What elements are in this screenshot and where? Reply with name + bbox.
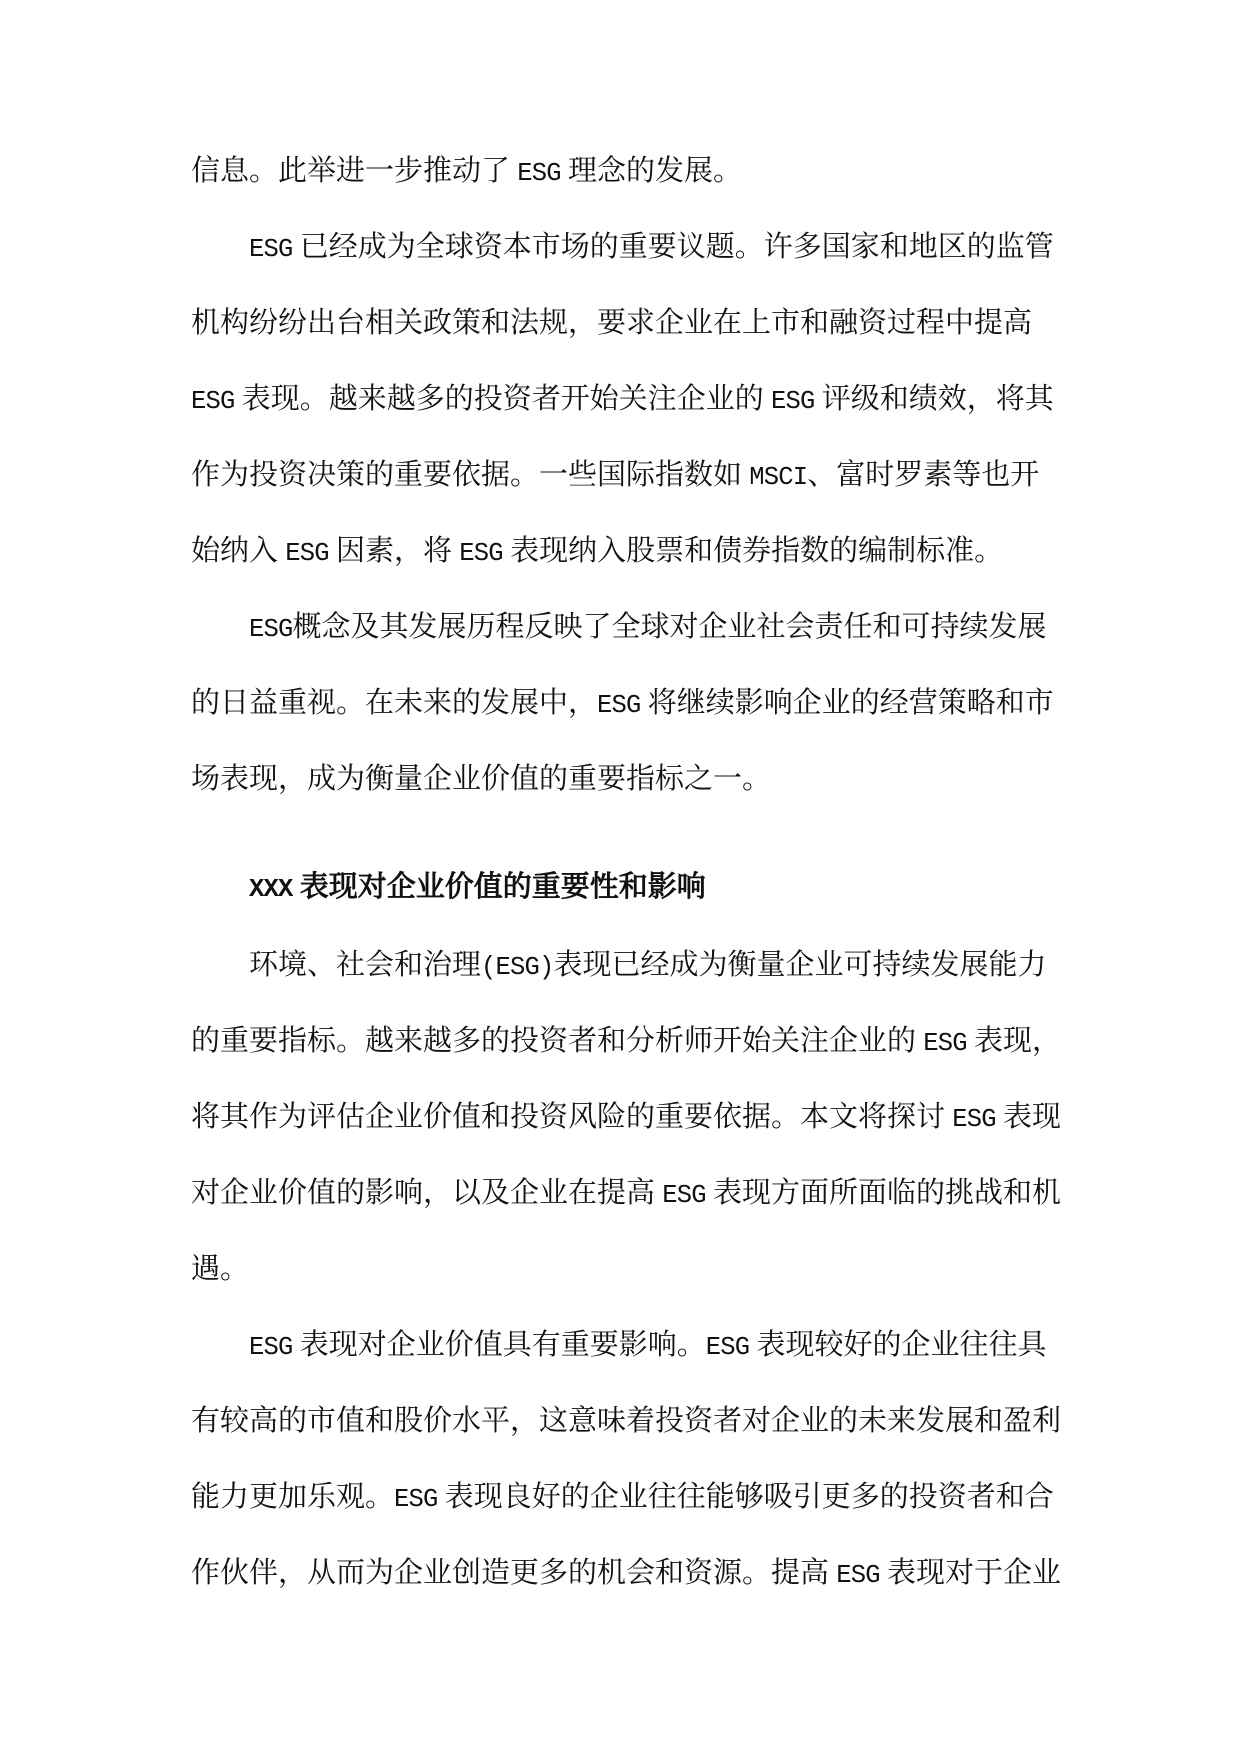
latin-run: (ESG)	[481, 953, 554, 982]
paragraph-line: 有较高的市值和股价水平，这意味着投资者对企业的未来发展和盈利	[191, 1405, 1062, 1437]
paragraph-esg-impact	[191, 1307, 1071, 1611]
latin-run: ESG	[705, 1333, 750, 1362]
latin-run: ESG	[459, 539, 503, 568]
paragraph-line: ESG 已经成为全球资本市场的重要议题。许多国家和地区的监管	[249, 231, 1054, 264]
paragraph-line: 作为投资决策的重要依据。一些国际指数如 MSCI、富时罗素等也开	[191, 459, 1040, 492]
latin-run: ESG	[285, 539, 329, 568]
section-heading: XXX 表现对企业价值的重要性和影响	[249, 871, 706, 904]
latin-run: ESG	[662, 1181, 706, 1210]
latin-run: ESG	[517, 159, 561, 188]
latin-run: ESG	[952, 1105, 996, 1134]
paragraph-esg-concept	[191, 589, 1071, 817]
paragraph-line: ESG 表现对企业价值具有重要影响。ESG 表现较好的企业往往具	[249, 1329, 1047, 1362]
paragraph-esg-capital-markets	[191, 209, 1071, 589]
paragraph-line: 的日益重视。在未来的发展中，ESG 将继续影响企业的经营策略和市	[191, 687, 1054, 720]
paragraph-line: 机构纷纷出台相关政策和法规，要求企业在上市和融资过程中提高	[191, 307, 1033, 339]
paragraph-line: ESG 表现。越来越多的投资者开始关注企业的 ESG 评级和绩效，将其	[191, 383, 1054, 416]
paragraph-line: 对企业价值的影响，以及企业在提高 ESG 表现方面所面临的挑战和机	[191, 1177, 1062, 1210]
latin-run: ESG	[923, 1029, 967, 1058]
latin-run: XXX	[249, 875, 293, 904]
paragraph-esg-importance	[191, 927, 1071, 1307]
paragraph-line: 场表现，成为衡量企业价值的重要指标之一。	[191, 763, 772, 795]
paragraph-line: 能力更加乐观。ESG 表现良好的企业往往能够吸引更多的投资者和合	[191, 1481, 1054, 1514]
paragraph-line: 信息。此举进一步推动了 ESG 理念的发展。	[191, 155, 743, 188]
paragraph-continued	[191, 133, 1071, 209]
latin-run: MSCI	[749, 463, 808, 492]
paragraph-line: 环境、社会和治理(ESG)表现已经成为衡量企业可持续发展能力	[249, 949, 1047, 982]
latin-run: ESG	[191, 387, 235, 416]
paragraph-line: 将其作为评估企业价值和投资风险的重要依据。本文将探讨 ESG 表现	[191, 1101, 1062, 1134]
paragraph-line: ESG概念及其发展历程反映了全球对企业社会责任和可持续发展	[249, 611, 1047, 644]
paragraph-line: 作伙伴，从而为企业创造更多的机会和资源。提高 ESG 表现对于企业	[191, 1557, 1062, 1590]
paragraph-line: 的重要指标。越来越多的投资者和分析师开始关注企业的 ESG 表现，	[191, 1025, 1062, 1058]
latin-run: ESG	[249, 1333, 293, 1362]
latin-run: ESG	[394, 1485, 438, 1514]
document-body	[191, 133, 1071, 1611]
latin-run: ESG	[249, 615, 293, 644]
latin-run: ESG	[249, 235, 293, 264]
latin-run: ESG	[597, 691, 641, 720]
latin-run: ESG	[771, 387, 815, 416]
paragraph-line: 遇。	[191, 1253, 250, 1285]
paragraph-line: 始纳入 ESG 因素，将 ESG 表现纳入股票和债券指数的编制标准。	[191, 535, 1004, 568]
latin-run: ESG	[836, 1561, 880, 1590]
